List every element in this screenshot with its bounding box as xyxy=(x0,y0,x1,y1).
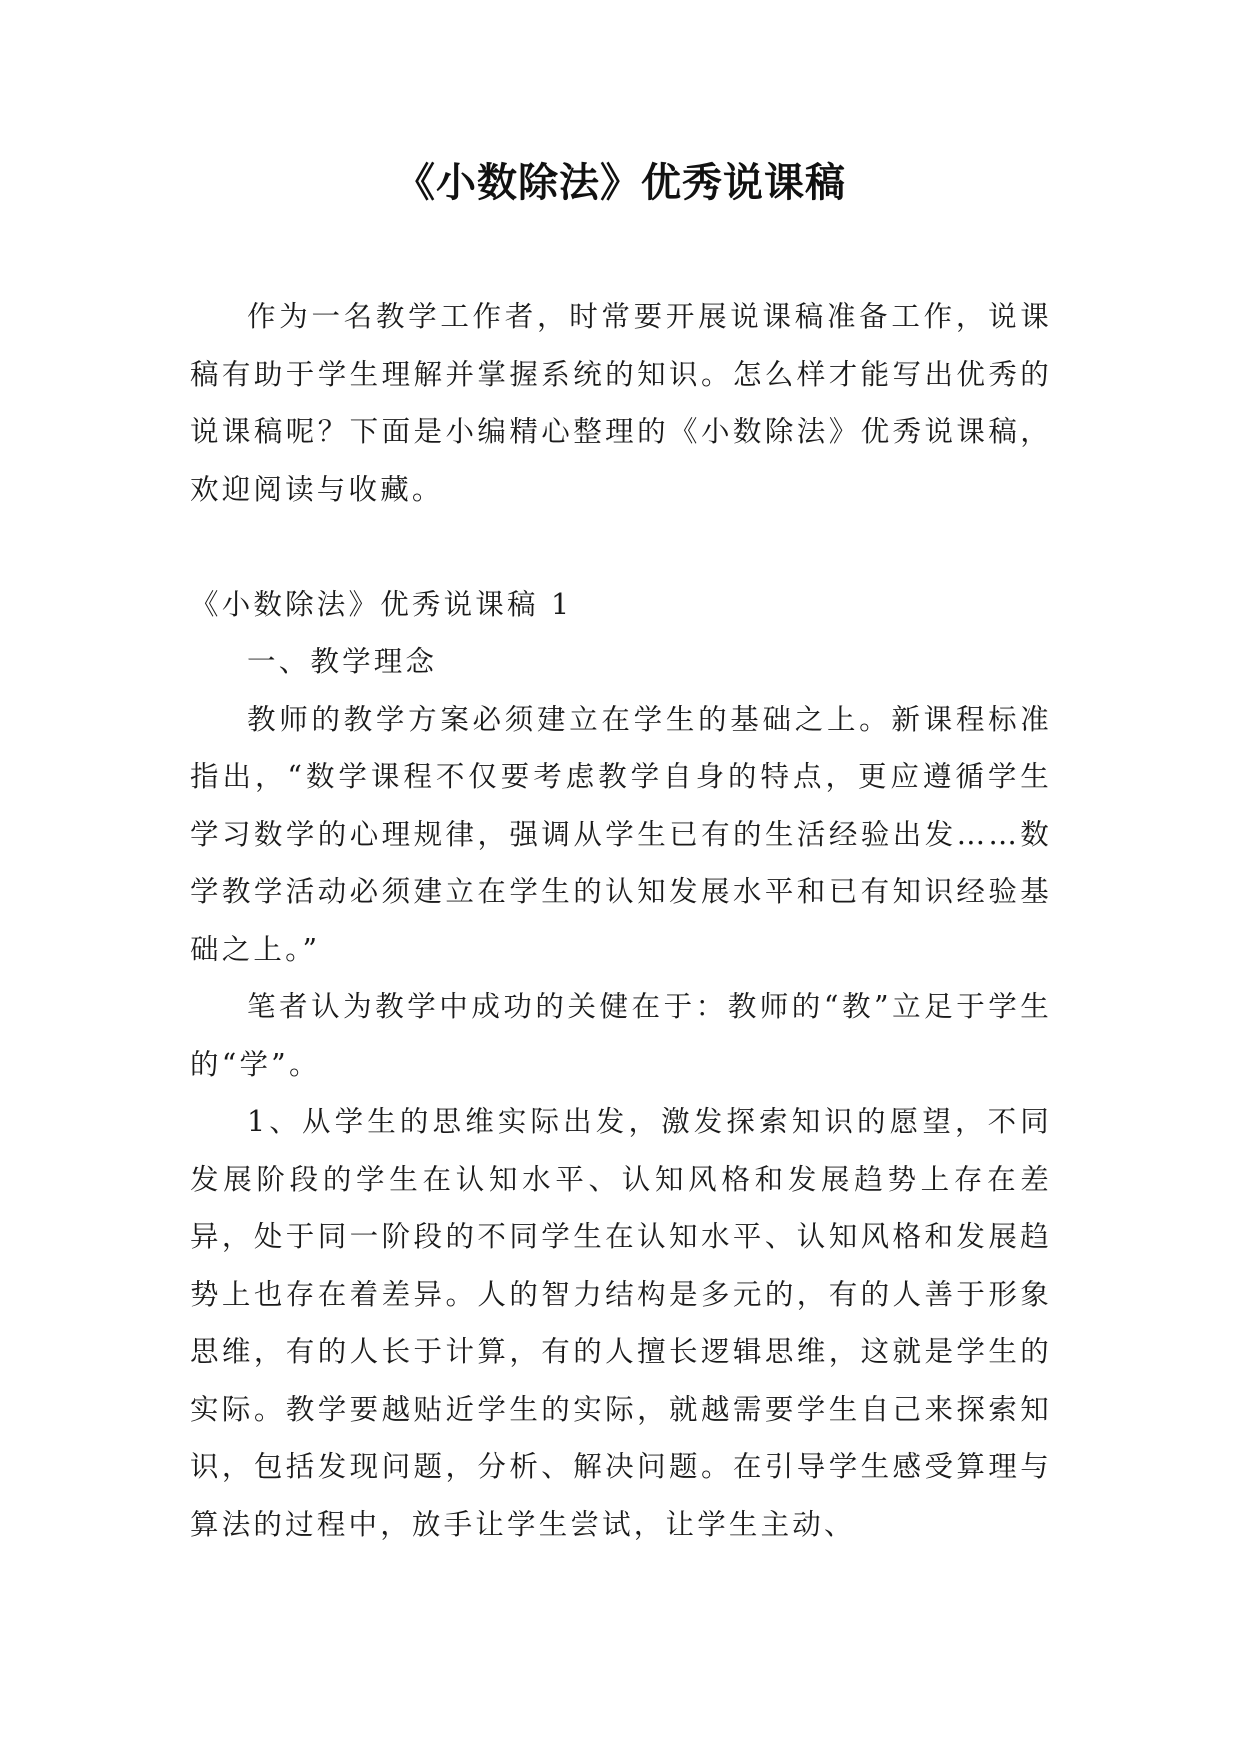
heading-teaching-philosophy: 一、教学理念 xyxy=(247,645,438,678)
paragraph-2: 笔者认为教学中成功的关健在于：教师的“教”立足于学生的“学”。 xyxy=(190,990,1052,1081)
document-body xyxy=(190,288,1052,1553)
paragraph-1: 教师的教学方案必须建立在学生的基础之上。新课程标准指出，“数学课程不仅要考虑教学自身的特点，更应遵循学生学习数学的心理规律，强调从学生已有的生活经验出发……数学教学活动必须建立在学生的认知发展水平和已有知识经验基础之上。” xyxy=(190,702,1052,966)
section-title: 《小数除法》优秀说课稿 1 xyxy=(190,587,573,621)
intro-paragraph: 作为一名教学工作者，时常要开展说课稿准备工作，说课稿有助于学生理解并掌握系统的知识。怎么样才能写出优秀的说课稿呢？下面是小编精心整理的《小数除法》优秀说课稿，欢迎阅读与收藏。 xyxy=(190,300,1052,506)
paragraph-3: 1、从学生的思维实际出发，激发探索知识的愿望，不同发展阶段的学生在认知水平、认知风格和发展趋势上存在差异，处于同一阶段的不同学生在认知水平、认知风格和发展趋势上也存在着差异。人的智力结构是多元的，有的人善于形象思维，有的人长于计算，有的人擅长逻辑思维，这就是学生的实际。教学要越贴近学生的实际，就越需要学生自己来探索知识，包括发现问题，分析、解决问题。在引导学生感受算理与算法的过程中，放手让学生尝试，让学生主动、 xyxy=(190,1105,1052,1541)
document-title: 《小数除法》优秀说课稿 xyxy=(395,159,846,206)
